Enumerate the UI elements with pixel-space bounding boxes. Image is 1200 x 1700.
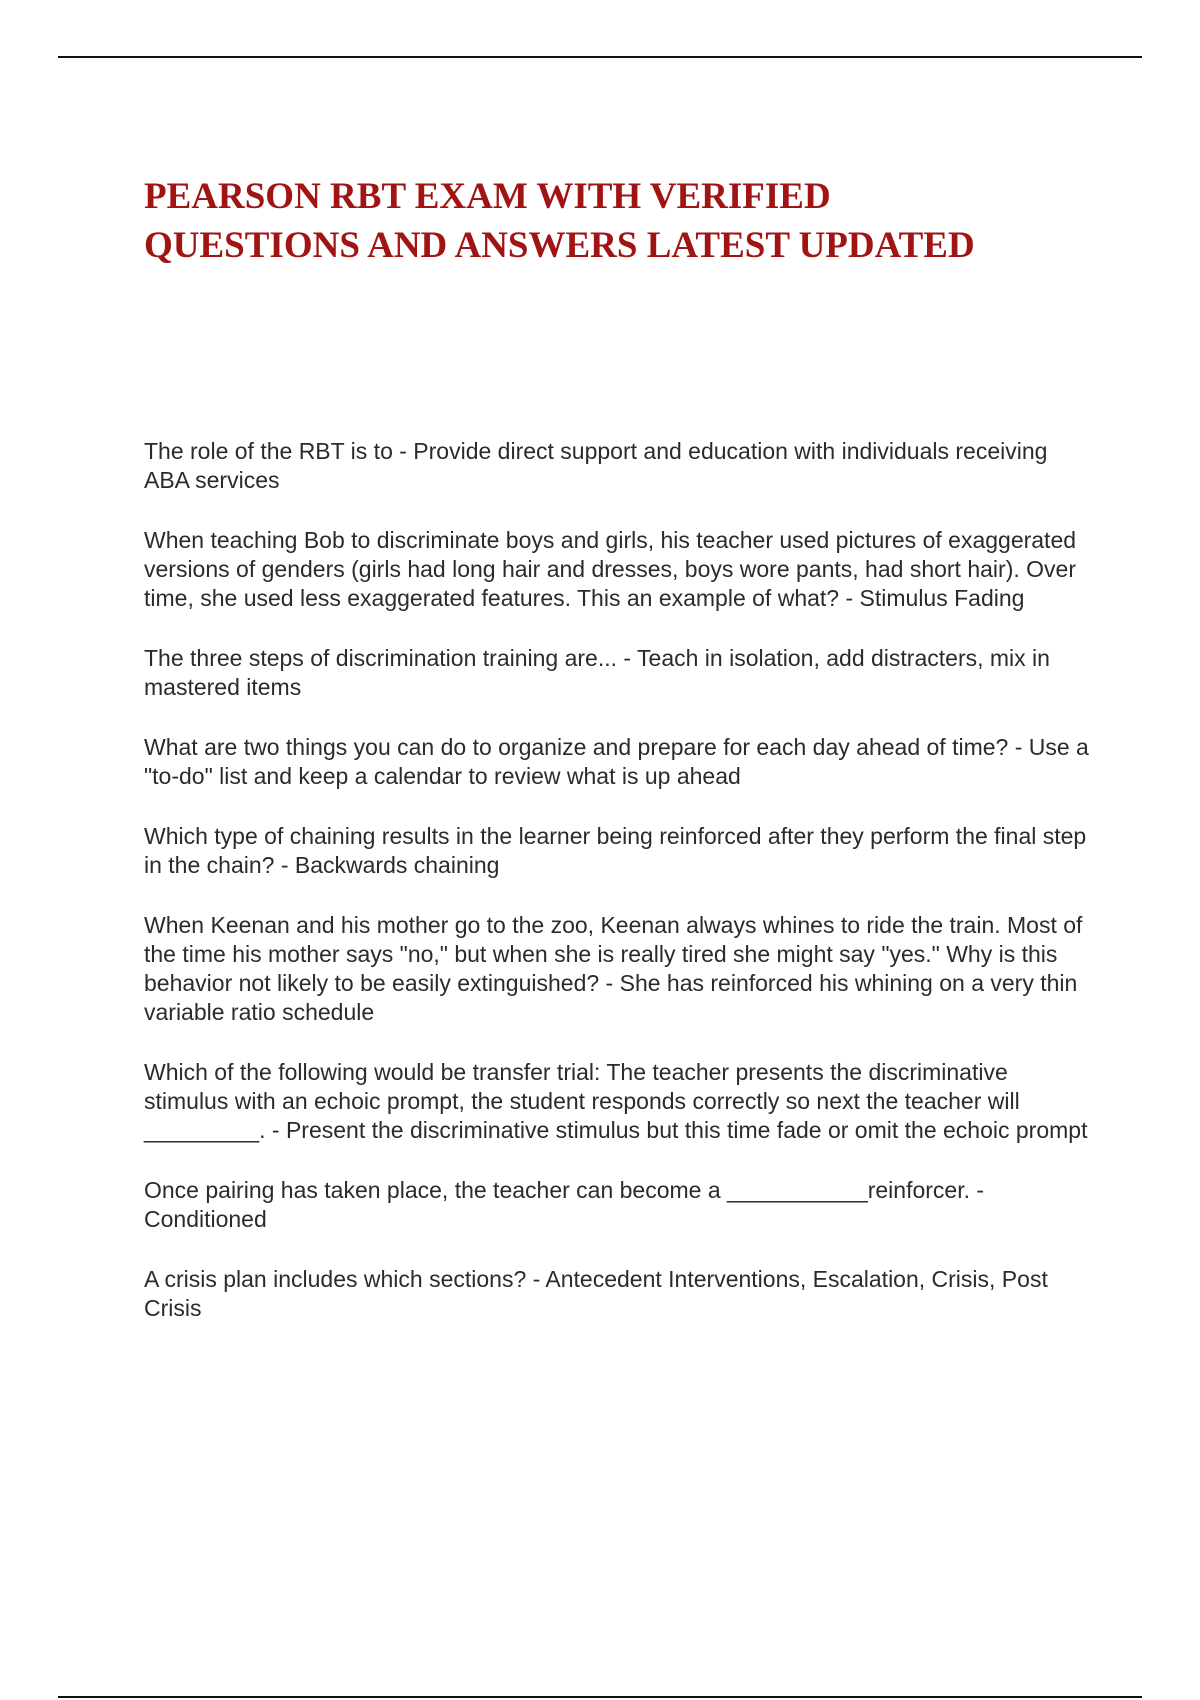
qa-item: Which type of chaining results in the learner being reinforced after they perform the final step in the chain? - Backwards chaining	[144, 823, 1087, 878]
qa-item: The three steps of discrimination training are... - Teach in isolation, add distracters, mix in mastered items	[144, 645, 1050, 700]
bottom-rule	[58, 1696, 1142, 1698]
qa-item: The role of the RBT is to - Provide direct support and education with individuals receiving ABA services	[144, 438, 1048, 493]
qa-item: Which of the following would be transfer trial: The teacher presents the discriminative stimulus with an echoic prompt, the student responds correctly so next the teacher will _________. - Present the discriminative stimulus but this time fade or omit the echoic prompt	[144, 1059, 1088, 1143]
qa-list	[144, 437, 1094, 1354]
qa-item: Once pairing has taken place, the teacher can become a ___________reinforcer. - Conditioned	[144, 1177, 985, 1232]
title-line-2: QUESTIONS AND ANSWERS LATEST UPDATED	[144, 225, 975, 266]
qa-item: When teaching Bob to discriminate boys and girls, his teacher used pictures of exaggerated versions of genders (girls had long hair and dresses, boys wore pants, had short hair). Over time, she used less exaggerated features. This an example of what? - Stimulus Fading	[144, 527, 1077, 611]
qa-item: A crisis plan includes which sections? - Antecedent Interventions, Escalation, Crisis, Post Crisis	[144, 1266, 1048, 1321]
title-line-1: PEARSON RBT EXAM WITH VERIFIED	[144, 176, 831, 217]
top-rule	[58, 56, 1142, 58]
qa-item: What are two things you can do to organize and prepare for each day ahead of time? - Use a "to-do" list and keep a calendar to review what is up ahead	[144, 734, 1089, 789]
document-title	[144, 172, 1104, 270]
qa-item: When Keenan and his mother go to the zoo, Keenan always whines to ride the train. Most of the time his mother says "no," but when she is really tired she might say "yes." Why is this behavior not likely to be easily extinguished? - She has reinforced his whining on a very thin variable ratio schedule	[144, 912, 1083, 1025]
